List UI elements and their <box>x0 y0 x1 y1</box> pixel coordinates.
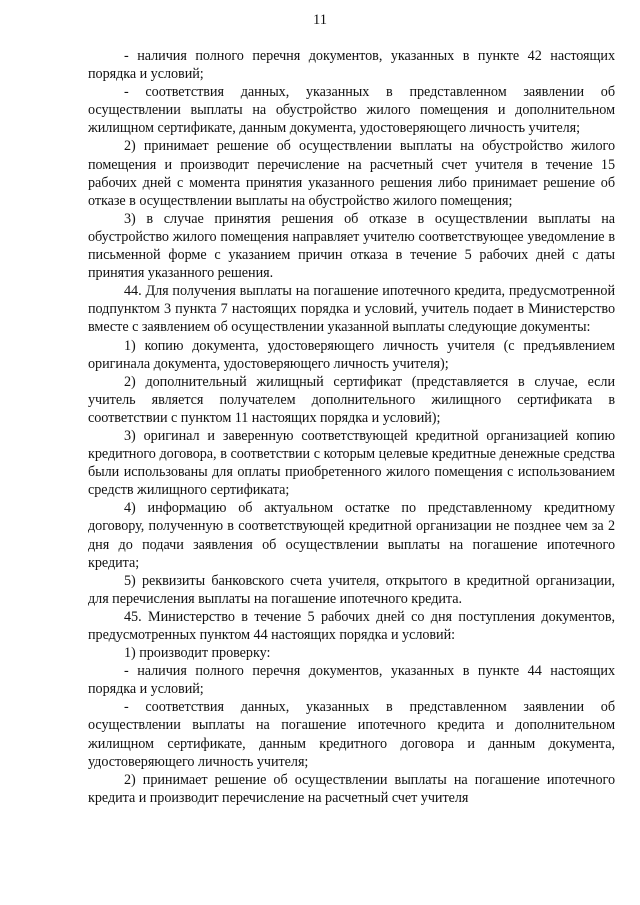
paragraph: 1) копию документа, удостоверяющего личность учителя (с предъявлением оригинала документа, удостоверяющего личность учителя); <box>88 337 615 372</box>
paragraph: 2) принимает решение об осуществлении выплаты на обустройство жилого помещения и производит перечисление на расчетный счет учителя в течение 15 рабочих дней с момента принятия указанного решения либо принимает решение об отказе в осуществлении выплаты на обустройство жилого помещения; <box>88 138 615 209</box>
document-body <box>88 47 615 807</box>
paragraph: 2) дополнительный жилищный сертификат (представляется в случае, если учитель является получателем дополнительного жилищного сертификата в соответствии с пунктом 11 настоящих порядка и условий); <box>88 373 615 426</box>
paragraph: 1) производит проверку: <box>124 645 271 662</box>
paragraph: 44. Для получения выплаты на погашение ипотечного кредита, предусмотренной подпунктом 3 пункта 7 настоящих порядка и условий, учитель подает в Министерство вместе с заявлением об осуществлении указанной выплаты следующие документы: <box>88 283 615 336</box>
paragraph: - наличия полного перечня документов, указанных в пункте 42 настоящих порядка и условий; <box>88 48 615 83</box>
paragraph: 3) в случае принятия решения об отказе в осуществлении выплаты на обустройство жилого помещения направляет учителю соответствующее уведомление в письменной форме с указанием причин отказа в течение 5 рабочих дней с даты принятия указанного решения. <box>88 210 615 282</box>
page-number: 11 <box>313 12 327 28</box>
paragraph: - соответствия данных, указанных в представленном заявлении об осуществлении выплаты на обустройство жилого помещения и дополнительном жилищном сертификате, данным документа, удостоверяющего личность учителя; <box>88 84 615 137</box>
paragraph: - соответствия данных, указанных в представленном заявлении об осуществлении выплаты на погашение ипотечного кредита и дополнительном жилищном сертификате, данным кредитного договора и данным документа, удостоверяющего личность учителя; <box>88 699 615 770</box>
paragraph: 4) информацию об актуальном остатке по представленному кредитному договору, полученную в соответствующей кредитной организации не позднее чем за 2 дня до подачи заявления об осуществлении выплаты на погашение ипотечного кредита; <box>88 500 615 571</box>
paragraph: 2) принимает решение об осуществлении выплаты на погашение ипотечного кредита и производит перечисление на расчетный счет учителя <box>88 771 615 806</box>
paragraph: 3) оригинал и заверенную соответствующей кредитной организацией копию кредитного договора, в соответствии с которым целевые кредитные денежные средства были использованы для оплаты приобретенного жилого помещения с использованием средств жилищного сертификата; <box>88 427 615 499</box>
paragraph: - наличия полного перечня документов, указанных в пункте 44 настоящих порядка и условий; <box>88 663 615 698</box>
paragraph: 5) реквизиты банковского счета учителя, открытого в кредитной организации, для перечисления выплаты на погашение ипотечного кредита. <box>88 572 615 607</box>
paragraph: 45. Министерство в течение 5 рабочих дней со дня поступления документов, предусмотренных пунктом 44 настоящих порядка и условий: <box>88 608 615 643</box>
